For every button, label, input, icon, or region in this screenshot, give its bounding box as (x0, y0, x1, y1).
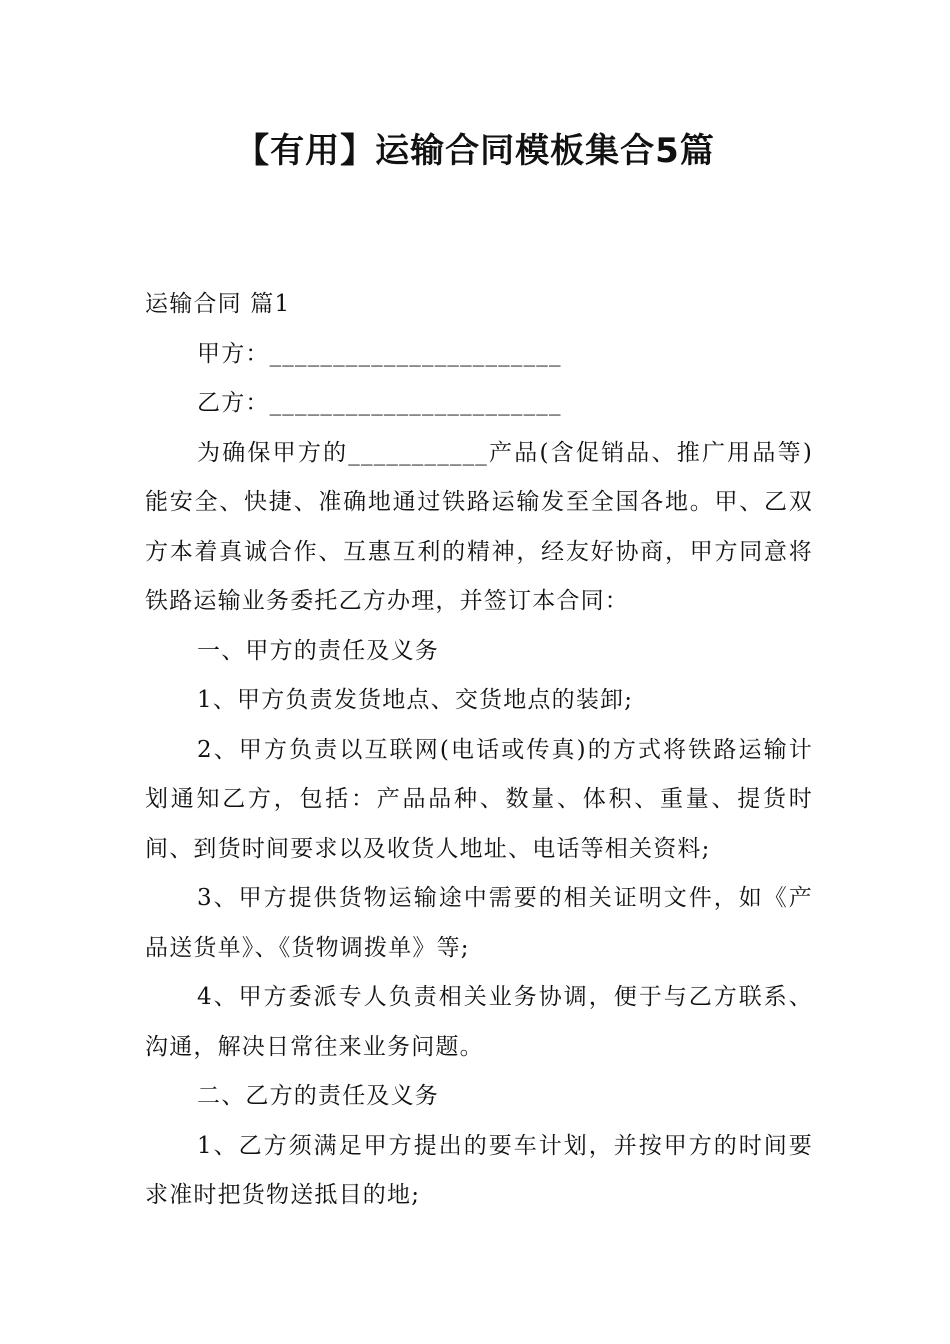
paragraph-party-a-item-1: 1、甲方负责发货地点、交货地点的装卸; (197, 687, 634, 713)
paragraph-party-a-item-4: 4、甲方委派专人负责相关业务协调，便于与乙方联系、沟通，解决日常往来业务问题。 (145, 984, 813, 1060)
section-heading: 运输合同 篇1 (145, 291, 291, 317)
party-a-line: 甲方：_______________________ (197, 340, 562, 367)
paragraph-party-b-item-1: 1、乙方须满足甲方提出的要车计划，并按甲方的时间要求准时把货物送抵目的地; (145, 1132, 813, 1208)
paragraph-heading-party-b-duties: 二、乙方的责任及义务 (197, 1083, 439, 1109)
paragraph-party-a-item-3: 3、甲方提供货物运输途中需要的相关证明文件，如《产品送货单》、《货物调拨单》等; (145, 885, 813, 961)
paragraph-party-a-item-2: 2、甲方负责以互联网(电话或传真)的方式将铁路运输计划通知乙方，包括：产品品种、数量、体积、重量、提货时间、到货时间要求以及收货人地址、电话等相关资料; (145, 736, 813, 862)
document-body (145, 280, 813, 1221)
paragraph-intro: 为确保甲方的___________产品(含促销品、推广用品等)能安全、快捷、准确地通过铁路运输发至全国各地。甲、乙双方本着真诚合作、互惠互利的精神，经友好协商，甲方同意将铁路运输业务委托乙方办理，并签订本合同： (145, 439, 813, 614)
party-b-line: 乙方：_______________________ (197, 390, 562, 416)
document-title: 【有用】运输合同模板集合5篇 (235, 131, 715, 171)
paragraph-heading-party-a-duties: 一、甲方的责任及义务 (197, 637, 439, 664)
